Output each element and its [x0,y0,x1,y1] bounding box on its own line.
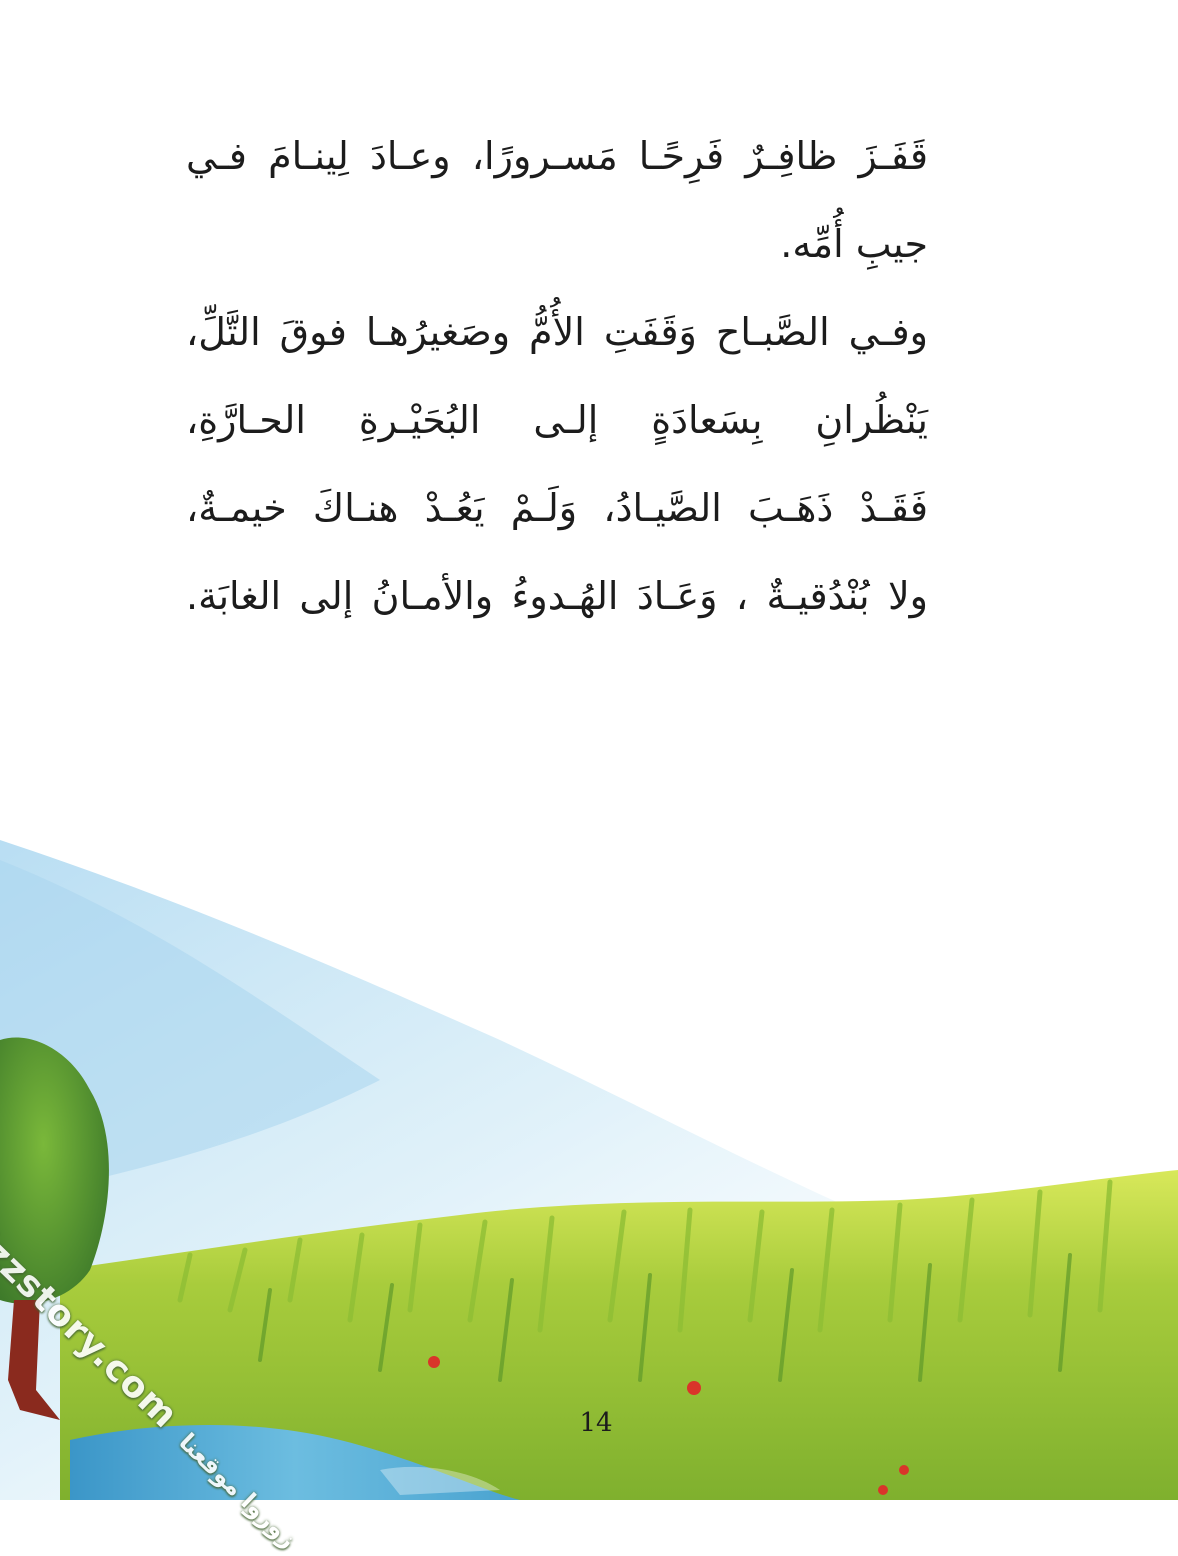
flower [878,1485,888,1495]
paragraph-2 [186,288,928,640]
page-number: 14 [579,1408,613,1438]
flower [428,1356,440,1368]
flower [687,1381,701,1395]
flower [899,1465,909,1475]
text-line: جيبِ أُمِّه. [780,222,928,266]
text-line: يَنْظُرانِ بِسَعادَةٍ إلـى البُحَيْـرةِ الحـارَّةِ، [186,398,928,442]
text-line: ولا بُنْدُقيـةٌ ، وَعَـادَ الهُـدوءُ والأمـانُ إلى الغابَة. [186,574,928,618]
text-line: وفـي الصَّبـاح وَقَفَتِ الأُمُّ وصَغيرُهـا فوقَ التَّلِّ، [186,310,928,354]
watermark-arabic: زوروا موقعنا [173,1427,303,1554]
paragraph-1 [186,112,928,288]
text-line: قَفَـزَ ظافِـرٌ فَرِحًـا مَسـرورًا، وعـادَ لِينـامَ فـي [186,134,928,178]
story-text [186,112,928,640]
text-line: فَقَـدْ ذَهَـبَ الصَّيـادُ، وَلَـمْ يَعُـدْ هنـاكَ خيمـةٌ، [186,486,928,530]
